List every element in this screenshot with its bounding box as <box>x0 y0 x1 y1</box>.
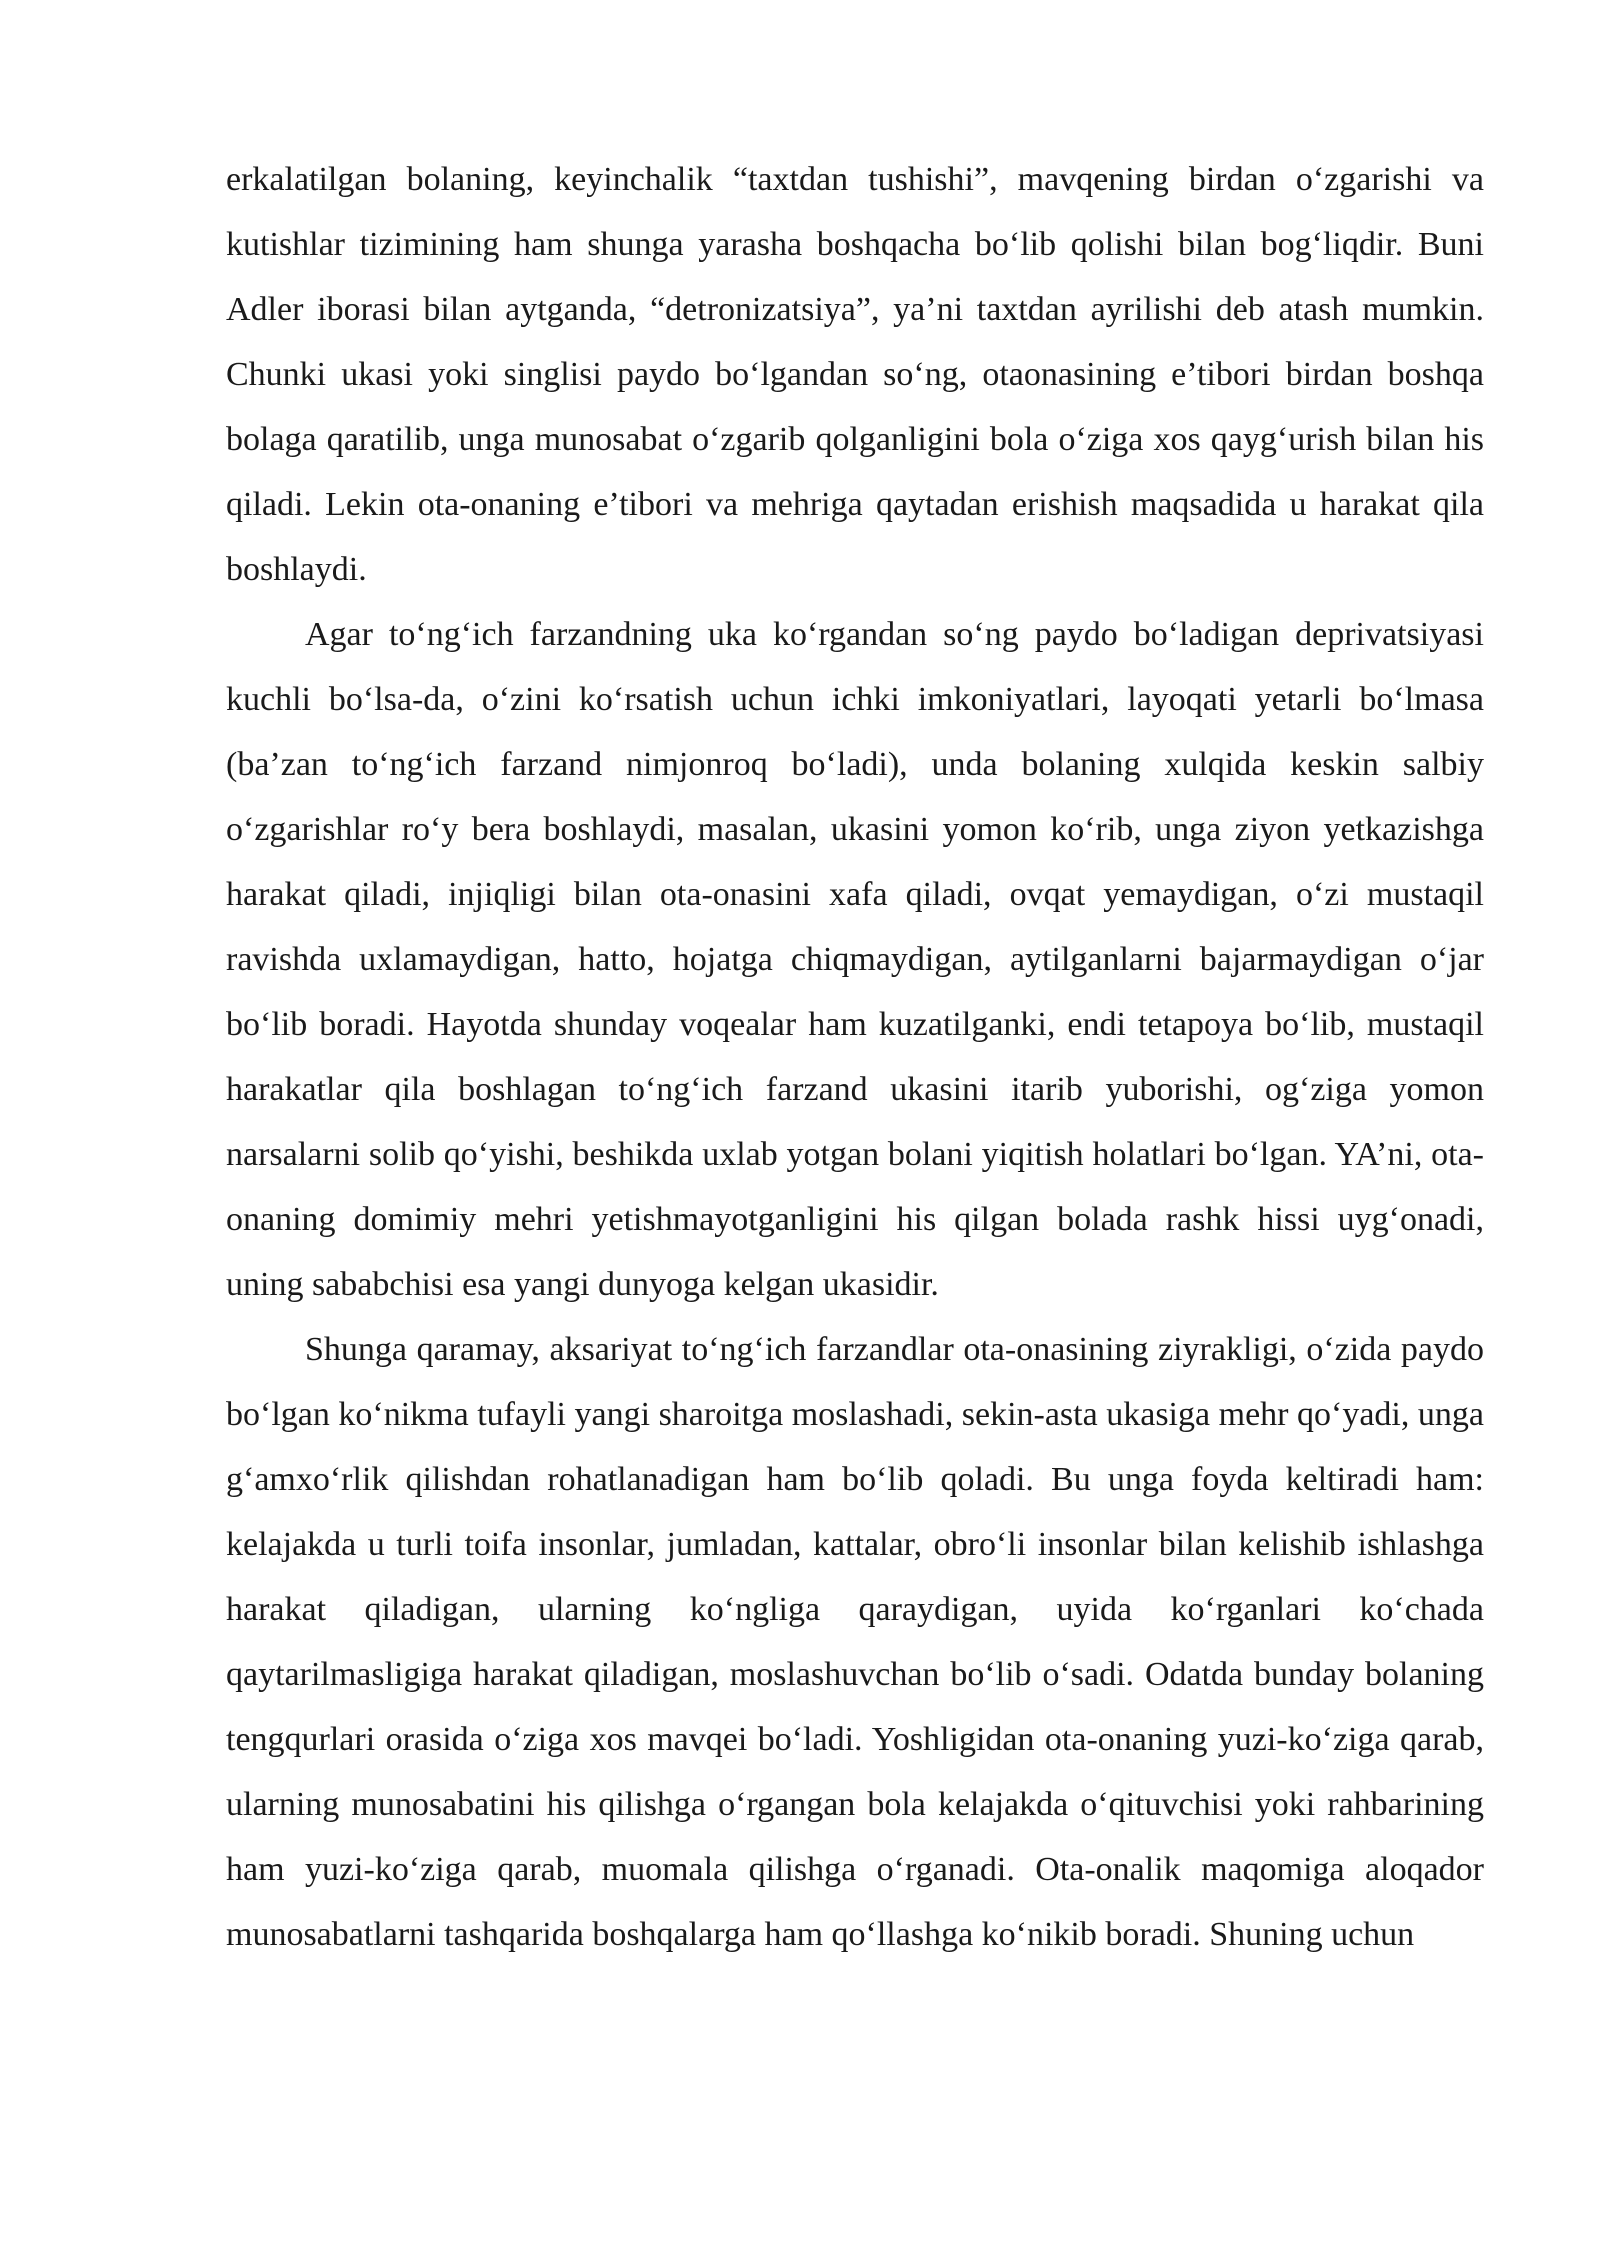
paragraph-deprivation: Agar to‘ng‘ich farzandning uka ko‘rgandan so‘ng paydo bo‘ladigan deprivatsiyasi kuchli bo‘lsa-da, o‘zini ko‘rsatish uchun ichki imkoniyatlari, layoqati yetarli bo‘lmasa (ba’zan to‘ng‘ich farzand nimjonroq bo‘ladi), unda bolaning xulqida keskin salbiy o‘zgarishlar ro‘y bera boshlaydi, masalan, ukasini yomon ko‘rib, unga ziyon yetkazishga harakat qiladi, injiqligi bilan ota-onasini xafa qiladi, ovqat yemaydigan, o‘zi mustaqil ravishda uxlamaydigan, hatto, hojatga chiqmaydigan, aytilganlarni bajarmaydigan o‘jar bo‘lib boradi. Hayotda shunday voqealar ham kuzatilganki, endi tetapoya bo‘lib, mustaqil harakatlar qila boshlagan to‘ng‘ich farzand ukasini itarib yuborishi, og‘ziga yomon narsalarni solib qo‘yishi, beshikda uxlab yotgan bolani yiqitish holatlari bo‘lgan. YA’ni, ota-onaning domimiy mehri yetishmayotganligini his qilgan bolada rashk hissi uyg‘onadi, uning sababchisi esa yangi dunyoga kelgan ukasidir. <box>226 616 1484 1303</box>
paragraph-adaptation: Shunga qaramay, aksariyat to‘ng‘ich farzandlar ota-onasining ziyrakligi, o‘zida paydo bo‘lgan ko‘nikma tufayli yangi sharoitga moslashadi, sekin-asta ukasiga mehr qo‘yadi, unga g‘amxo‘rlik qilishdan rohatlanadigan ham bo‘lib qoladi. Bu unga foyda keltiradi ham: kelajakda u turli toifa insonlar, jumladan, kattalar, obro‘li insonlar bilan kelishib ishlashga harakat qiladigan, ularning ko‘ngliga qaraydigan, uyida ko‘rganlari ko‘chada qaytarilmasligiga harakat qiladigan, moslashuvchan bo‘lib o‘sadi. Odatda bunday bolaning tengqurlari orasida o‘ziga xos mavqei bo‘ladi. Yoshligidan ota-onaning yuzi-ko‘ziga qarab, ularning munosabatini his qilishga o‘rgangan bola kelajakda o‘qituvchisi yoki rahbarining ham yuzi-ko‘ziga qarab, muomala qilishga o‘rganadi. Ota-onalik maqomiga aloqador munosabatlarni tashqarida boshqalarga ham qo‘llashga ko‘nikib boradi. Shuning uchun <box>226 1331 1484 1953</box>
body-text <box>226 147 1484 1967</box>
paragraph-continuation: erkalatilgan bolaning, keyinchalik “taxtdan tushishi”, mavqening birdan o‘zgarishi va kutishlar tizimining ham shunga yarasha boshqacha bo‘lib qolishi bilan bog‘liqdir. Buni Adler iborasi bilan aytganda, “detronizatsiya”, ya’ni taxtdan ayrilishi deb atash mumkin. Chunki ukasi yoki singlisi paydo bo‘lgandan so‘ng, otaonasining e’tibori birdan boshqa bolaga qaratilib, unga munosabat o‘zgarib qolganligini bola o‘ziga xos qayg‘urish bilan his qiladi. Lekin ota-onaning e’tibori va mehriga qaytadan erishish maqsadida u harakat qila boshlaydi. <box>226 161 1484 588</box>
